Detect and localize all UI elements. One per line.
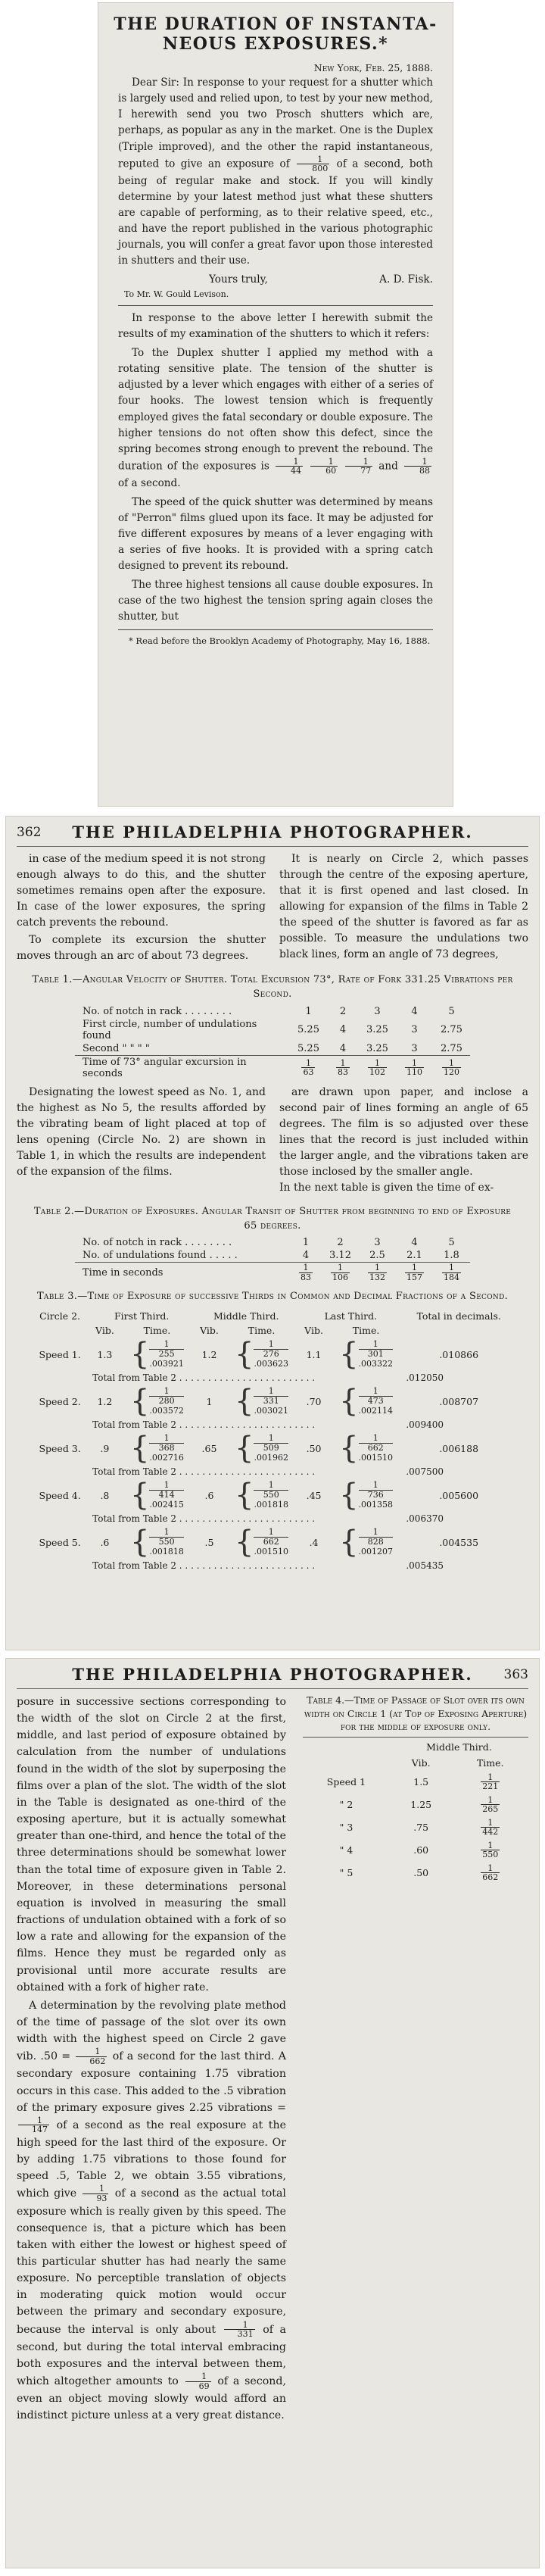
text-columns: Designating the lowest speed as No. 1, and the highest as No 5, the results afforded by the vibrating beam of light placed at top of lens opening (Circle No. 2) are shown in Table 1, in which the results are independent of the expansion of the films. are drawn upon paper, and inclose a second pair of lines forming an angle of 65 degrees. The film is so adjusted over these lines that the record is just included within the larger angle, and the vibrations taken are those inclosed by the smaller angle. In the next table is given the time of ex-	[17, 1085, 528, 1194]
table3: Circle 2. First Third. Middle Third. Last Third. Total in decimals. Vib. Time. Vib. Time. Vib. Time. Speed 1. 1.3 { 1 255 .003921 1.2 { 1 276 .003623 1.1 { 1 301 .003322 .010866 Total from Table 2 . . . . . . . . . . . . . . . . . . . . . . . . .012050 Speed 2. 1.2 { 1 280 .003572 1 { 1 331 .003021 .70 { 1 473 .002114 .008707 Total from Table 2 . . . . . . . . . . . . . . . . . . . . . . . . .009400 Speed 3. .9 { 1 368 .002716 .65 { 1 509 .001962 .50 { 1 662 .001510 .006188 Total from Table 2 . . . . . . . . . . . . . . . . . . . . . . . . .007500 Speed 4. .8 { 1 414 .002415 .6 { 1 550 .001818 .45 { 1 736 .001358 .005600 Total from Table 2 . . . . . . . . . . . . . . . . . . . . . . . . .006370 Speed 5. .6 { 1 550 .001818 .5 { 1 662 .001510 .4 { 1 828 .001207 .004535 Total from Table 2 . . . . . . . . . . . . . . . . . . . . . . . . .005435	[30, 1309, 515, 1572]
total-row: Total from Table 2 . . . . . . . . . . . . . . . . . . . . . . . . .012050	[92, 1372, 444, 1384]
table4: Middle Third. Vib. Time. Speed 1 1.5 $\frac{1}{221}$ " 2 1.25 $\frac{1}{265}$ " 3 .75 $\frac{1}{442}$ " 4 .60 $\frac{1}{550}$ " 5 .50 $\frac{1}{662}$	[303, 1739, 528, 1884]
table-row: No. of undulations found . . . . . 4 3.12 2.5 2.1 1.8	[83, 1250, 459, 1262]
total-row: Total from Table 2 . . . . . . . . . . . . . . . . . . . . . . . . .006370	[92, 1513, 444, 1525]
reply-paragraph: The three highest tensions all cause double exposures. In case of the two highest the tension spring again closes the shutter, but	[118, 579, 433, 623]
table2	[75, 1236, 470, 1282]
table-row: Second " " " " 5.25 4 3.25 3 2.75	[83, 1042, 462, 1054]
article-title: THE DURATION OF INSTANTA-NEOUS EXPOSURES.*	[114, 14, 438, 54]
page-number: 363	[503, 1666, 528, 1682]
letter-paragraph: Dear Sir: In response to your request for a shutter which is largely used and relied upon, to test by your new method, I herewith send you two Prosch shutters which are, perhaps, as popular as any in the market. One is the Duplex (Triple improved), and the other the rapid instantaneous, reputed to give an exposure of $\frac{1}{800}$ of a second, both being of regular make and stock. If you will kindly determine by your latest method just what these shutters are capable of performing, as to their relative speed, etc., and have the report published in the various photographic journals, you will confer a great favor upon those interested in shutters and their use.	[118, 76, 433, 267]
page-number: 362	[17, 824, 42, 840]
table-row: No. of notch in rack . . . . . . . . 1 2 3 4 5	[83, 1237, 455, 1249]
running-header	[17, 1665, 528, 1689]
dateline: New York, Feb. 25, 1888.	[313, 61, 433, 73]
table-row: " 4 .60 $\frac{1}{550}$	[339, 1840, 499, 1860]
fraction: $\frac{1}{800}$	[297, 155, 329, 173]
divider	[118, 305, 433, 306]
table-row: Speed 3. .9 { 1 368 .002716 .65 { 1 509 .001962 .50 { 1 662 .001510 .006188	[39, 1431, 479, 1466]
table3-caption: Table 3.—Time of Exposure of successive Thirds in Common and Decimal Fractions of a Second.	[36, 1291, 509, 1303]
table4-caption: Table 4.—Time of Passage of Slot over its own width on Circle 1 (at Top of Exposing Aperture) for the middle of exposure only.	[303, 1694, 528, 1738]
page-article-title	[98, 3, 453, 806]
signature: A. D. Fisk.	[379, 273, 433, 286]
footnote: * Read before the Brooklyn Academy of Photography, May 16, 1888.	[129, 635, 431, 647]
running-head: THE PHILADELPHIA PHOTOGRAPHER.	[72, 823, 473, 841]
addressee: To Mr. W. Gould Levison.	[124, 289, 229, 300]
article-body-continued: posure in successive sections corresponding to the width of the slot on Circle 2 at the first, middle, and last period of exposure obtained by calculation from the number of undulations found in the width of the slot by superposing the films over a plan of the slot. The width of the slot in the Table is designated as one-third of the exposing aperture, but it is actually somewhat greater than one-third, and hence the total of the three determinations should be somewhat lower than the total time of exposure given in Table 2. Moreover, in these determinations personal equation is involved in measuring the small fractions of undulation obtained with a fork of so low a rate and allowing for the expansion of the films. Hence they must be regarded only as provisional until more accurate results are obtained with a fork of higher rate. A determination by the revolving plate method of the time of passage of the slot over its own width with the highest speed on Circle 2 gave vib. .50 = $\frac{1}{662}$ of a second for the last third. A secondary exposure containing 1.75 vibration occurs in this case. This added to the .5 vibration of the primary exposure gives 2.25 vibrations = $\frac{1}{147}$ of a second as the real exposure at the high speed for the last third of the exposure. Or by adding 1.75 vibrations to those found for speed .5, Table 2, we obtain 3.55 vibrations, which give $\frac{1}{93}$ of a second as the actual total exposure which is really given by this speed. The consequence is, that a picture which has been taken with either the lowest or highest speed of this particular shutter has had nearly the same exposure. No perceptible translation of objects in moderating quick motion would occur between the primary and secondary exposure, because the interval is only about $\frac{1}{331}$ of a second, but during the total interval embracing both exposures and the interval between them, which altogether amounts to $\frac{1}{69}$ of a second, even an object moving slowly would afford an indistinct picture unless at a very great distance.	[17, 1696, 287, 2422]
page-362	[6, 817, 539, 1650]
reply-paragraph: The speed of the quick shutter was determined by means of "Perron" films glued upon its face. It may be adjusted for five different exposures by means of a lever engaging with a series of five hooks. It is provided with a spring catch designed to prevent its rebound.	[118, 495, 433, 573]
article-body	[118, 61, 433, 648]
table-row: " 3 .75 $\frac{1}{442}$	[339, 1817, 499, 1838]
table-row: " 5 .50 $\frac{1}{662}$	[339, 1863, 499, 1883]
total-row: Total from Table 2 . . . . . . . . . . . . . . . . . . . . . . . . .007500	[92, 1466, 444, 1478]
table-row: " 2 1.25 $\frac{1}{265}$	[339, 1794, 499, 1815]
table1-caption: Table 1.—Angular Velocity of Shutter. Total Excursion 73°, Rate of Fork 331.25 Vibrations per Second.	[32, 974, 513, 1000]
table4-block	[303, 1694, 528, 2425]
divider	[118, 629, 433, 630]
page-363	[6, 1659, 539, 2568]
reply-paragraph: To the Duplex shutter I applied my method with a rotating sensitive plate. The tension of the shutter is adjusted by a lever which engages with either of a series of four hooks. The lowest tension which is frequently employed gives the fatal secondary or double exposure. The higher tensions do not often show this defect, since the spring becomes strong enough to prevent the rebound. The duration of the exposures is $\frac{1}{44}$ $\frac{1}{60}$ $\frac{1}{77}$ and $\frac{1}{88}$ of a second.	[118, 347, 433, 489]
time-row: Time in seconds $\frac{1}{83}$ $\frac{1}{106}$ $\frac{1}{132}$ $\frac{1}{157}$ $\frac{1}{184}$	[75, 1263, 470, 1283]
running-header	[17, 823, 528, 847]
text-columns: in case of the medium speed it is not strong enough always to do this, and the shutter sometimes remains open after the exposure. In case of the lower exposures, the spring catch prevents the rebound. To complete its excursion the shutter moves through an arc of about 73 degrees. It is nearly on Circle 2, which passes through the centre of the exposing aperture, that it is first opened and last closed. In allowing for expansion of the films in Table 2 the speed of the shutter is favored as far as possible. To measure the undulations two black lines, form an angle of 73 degrees,	[17, 853, 528, 962]
table-row: Speed 4. .8 { 1 414 .002415 .6 { 1 550 .001818 .45 { 1 736 .001358 .005600	[39, 1478, 479, 1513]
running-head: THE PHILADELPHIA PHOTOGRAPHER.	[72, 1665, 473, 1684]
total-row: Total from Table 2 . . . . . . . . . . . . . . . . . . . . . . . . .005435	[92, 1560, 444, 1572]
signature-line: Yours truly, A. D. Fisk.	[118, 272, 433, 288]
table-row: Speed 5. .6 { 1 550 .001818 .5 { 1 662 .001510 .4 { 1 828 .001207 .004535	[39, 1525, 479, 1560]
table-row: First circle, number of undulations found 5.25 4 3.25 3 2.75	[83, 1018, 462, 1041]
reply-paragraph: In response to the above letter I herewith submit the results of my examination of the shutters to which it refers:	[118, 312, 433, 341]
table-row: No. of notch in rack . . . . . . . . 1 2 3 4 5	[83, 1005, 455, 1017]
time-row: Time of 73° angular excursion in seconds $\frac{1}{63}$ $\frac{1}{83}$ $\frac{1}{102}$ $\frac{1}{110}$ $\frac{1}{120}$	[75, 1055, 470, 1080]
table2-caption: Table 2.—Duration of Exposures. Angular Transit of Shutter from beginning to end of Exposure 65 degrees.	[33, 1205, 512, 1232]
table-row: Speed 1 1.5 $\frac{1}{221}$	[326, 1772, 499, 1792]
table-row: Speed 2. 1.2 { 1 280 .003572 1 { 1 331 .003021 .70 { 1 473 .002114 .008707	[39, 1384, 479, 1419]
table1	[75, 1005, 470, 1080]
table-row: Speed 1. 1.3 { 1 255 .003921 1.2 { 1 276 .003623 1.1 { 1 301 .003322 .010866	[39, 1337, 479, 1372]
total-row: Total from Table 2 . . . . . . . . . . . . . . . . . . . . . . . . .009400	[92, 1419, 444, 1431]
